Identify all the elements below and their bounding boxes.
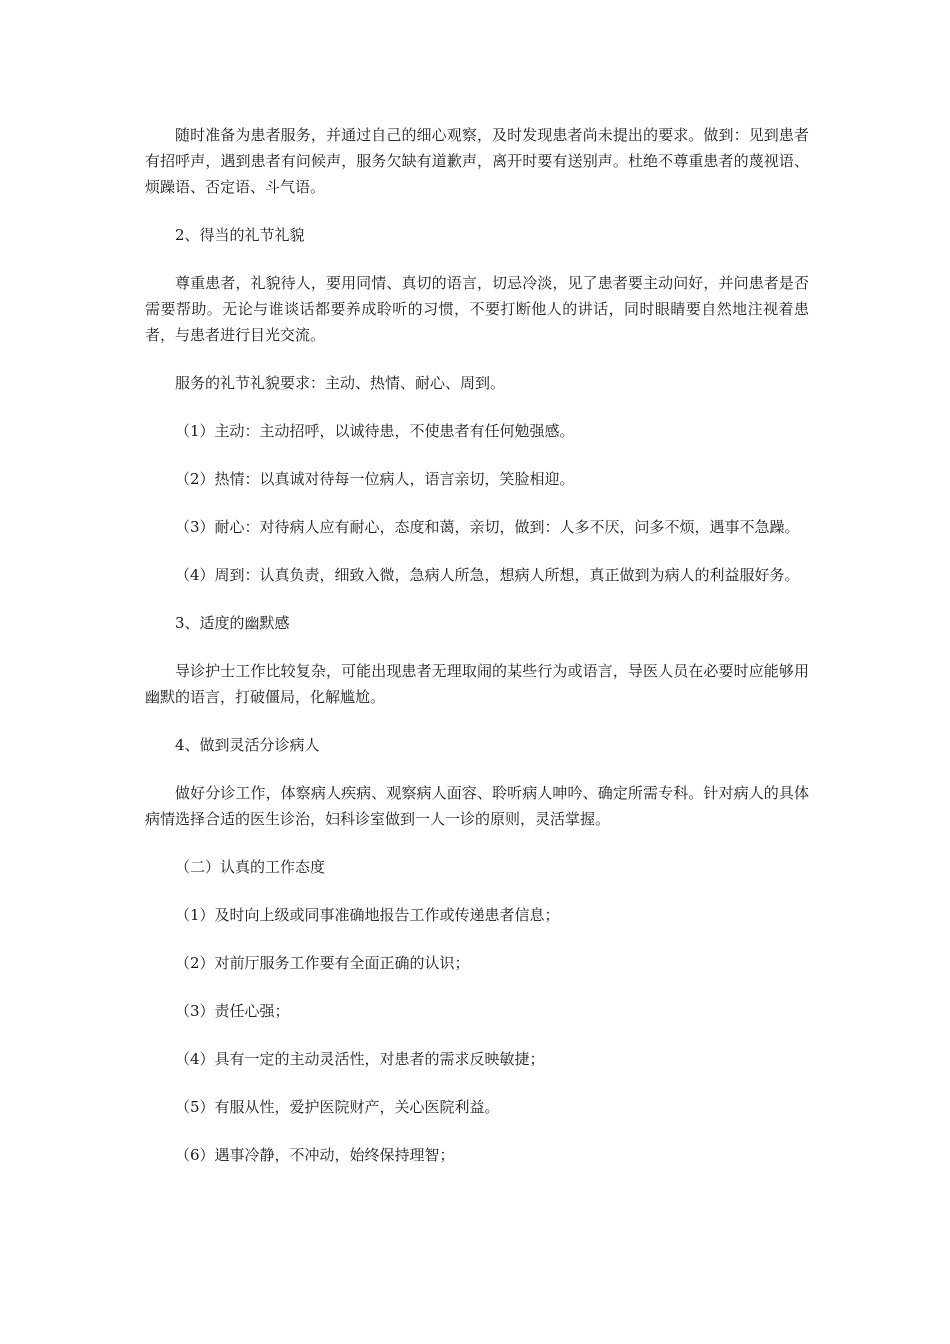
list-item-calm: （6）遇事冷静，不冲动，始终保持理智； bbox=[175, 1146, 455, 1164]
paragraph-service-readiness: 随时准备为患者服务，并通过自己的细心观察，及时发现患者尚未提出的要求。做到：见到患者有招呼声，遇到患者有问候声，服务欠缺有道歉声，离开时要有送别声。杜绝不尊重患者的蔑视语、烦躁语、否定语、斗气语。 bbox=[145, 126, 809, 196]
list-item-report: （1）及时向上级或同事准确地报告工作或传递患者信息； bbox=[175, 906, 560, 924]
heading-humor: 3、适度的幽默感 bbox=[175, 614, 290, 632]
paragraph-triage: 做好分诊工作，体察病人疾病、观察病人面容、聆听病人呻吟、确定所需专科。针对病人的具体病情选择合适的医生诊治，妇科诊室做到一人一诊的原则，灵活掌握。 bbox=[145, 784, 809, 828]
list-item-responsibility: （3）责任心强； bbox=[175, 1002, 290, 1020]
list-item-flexibility: （4）具有一定的主动灵活性，对患者的需求反映敏捷； bbox=[175, 1050, 545, 1068]
heading-etiquette: 2、得当的礼节礼貌 bbox=[175, 226, 305, 244]
list-item-patient: （3）耐心：对待病人应有耐心，态度和蔼，亲切，做到：人多不厌，问多不烦，遇事不急躁。 bbox=[175, 518, 800, 536]
heading-work-attitude: （二）认真的工作态度 bbox=[175, 858, 326, 876]
document-body bbox=[145, 122, 809, 1168]
list-item-warm: （2）热情：以真诚对待每一位病人，语言亲切，笑脸相迎。 bbox=[175, 470, 575, 488]
list-item-obedience: （5）有服从性，爱护医院财产，关心医院利益。 bbox=[175, 1098, 500, 1116]
list-item-understanding: （2）对前厅服务工作要有全面正确的认识； bbox=[175, 954, 470, 972]
list-item-thorough: （4）周到：认真负责，细致入微，急病人所急，想病人所想，真正做到为病人的利益服好务。 bbox=[175, 566, 800, 584]
heading-triage: 4、做到灵活分诊病人 bbox=[175, 736, 320, 754]
list-item-proactive: （1）主动：主动招呼，以诚待患，不使患者有任何勉强感。 bbox=[175, 422, 575, 440]
paragraph-etiquette-requirements: 服务的礼节礼貌要求：主动、热情、耐心、周到。 bbox=[175, 374, 506, 392]
paragraph-humor: 导诊护士工作比较复杂，可能出现患者无理取闹的某些行为或语言，导医人员在必要时应能够用幽默的语言，打破僵局，化解尴尬。 bbox=[145, 662, 809, 706]
paragraph-respect-patients: 尊重患者，礼貌待人，要用同情、真切的语言，切忌冷淡，见了患者要主动问好，并问患者是否需要帮助。无论与谁谈话都要养成聆听的习惯，不要打断他人的讲话，同时眼睛要自然地注视着患者，与患者进行目光交流。 bbox=[145, 274, 809, 344]
